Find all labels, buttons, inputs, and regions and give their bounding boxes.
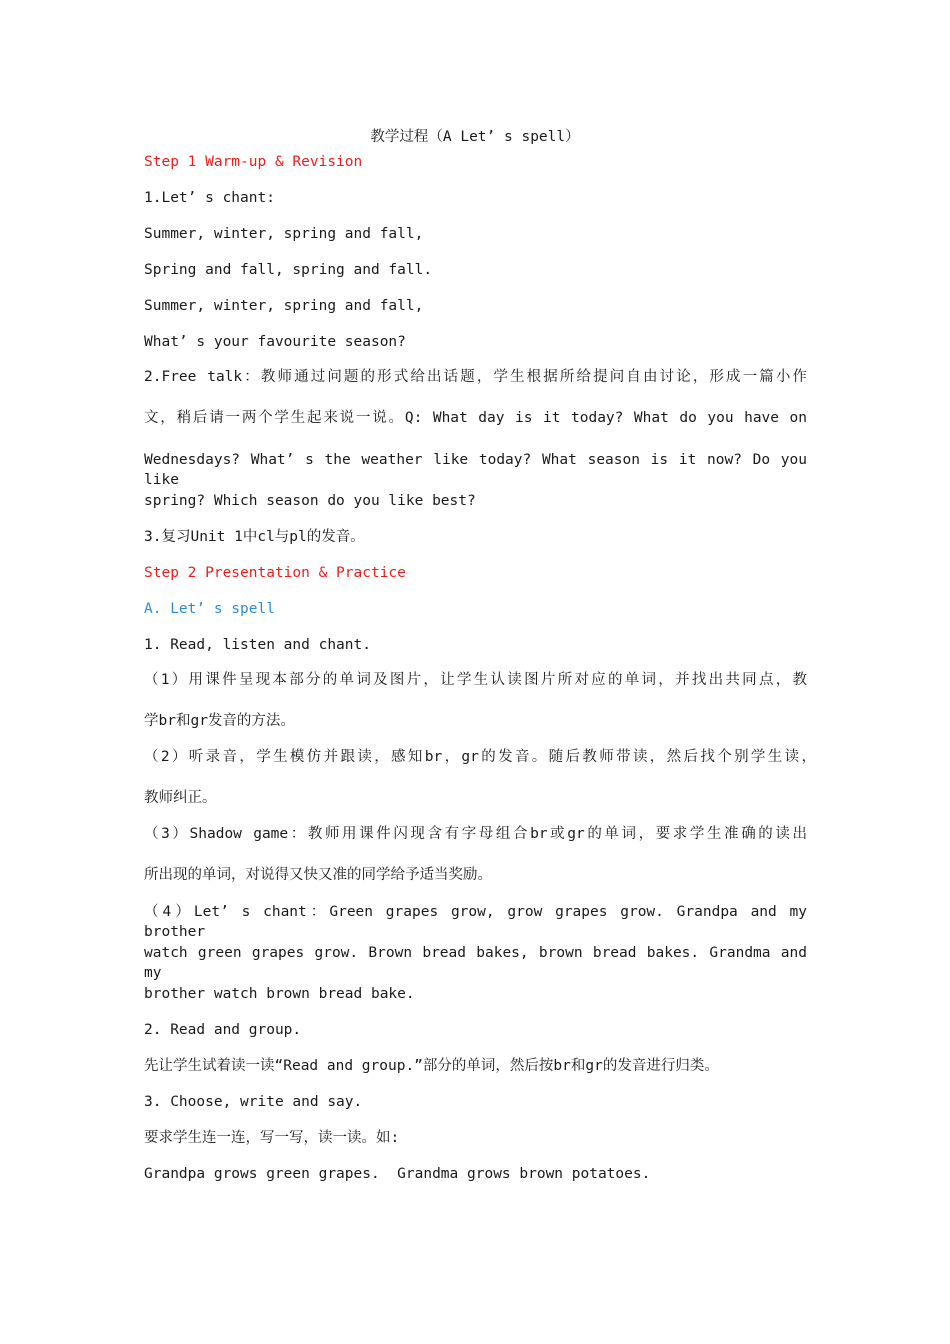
paragraph-line: 学br和gr发音的方法。 <box>144 713 295 729</box>
paragraph-line: （4）Let’ s chant：Green grapes grow, grow grapes grow. Grandpa and my brother <box>144 904 807 940</box>
free-talk-line: 2.Free talk：教师通过问题的形式给出话题，学生根据所给提问自由讨论，形成一篇小作 <box>144 369 807 385</box>
item3-text: 要求学生连一连，写一写，读一读。如: <box>144 1130 400 1146</box>
chant-line: Summer, winter, spring and fall, <box>144 226 424 242</box>
page-title: 教学过程（A Let’ s spell） <box>370 129 580 145</box>
free-talk-line: 文，稍后请一两个学生起来说一说。Q: What day is it today? What do you have on <box>144 410 807 426</box>
free-talk-line: spring? Which season do you like best? <box>144 493 476 509</box>
paragraph-line: 所出现的单词，对说得又快又准的同学给予适当奖励。 <box>144 867 492 883</box>
step1-heading: Step 1 Warm-up & Revision <box>144 154 363 170</box>
review-text: 3.复习Unit 1中cl与pl的发音。 <box>144 529 365 545</box>
section-subheading: A. Let’ s spell <box>144 601 275 617</box>
chant-label: 1.Let’ s chant: <box>144 190 275 206</box>
paragraph-line: （1）用课件呈现本部分的单词及图片，让学生认读图片所对应的单词，并找出共同点，教 <box>144 672 807 688</box>
step2-heading: Step 2 Presentation & Practice <box>144 565 406 581</box>
paragraph-line: （3）Shadow game：教师用课件闪现含有字母组合br或gr的单词，要求学生准确的读出 <box>144 826 807 842</box>
item3-label: 3. Choose, write and say. <box>144 1094 363 1110</box>
item1-label: 1. Read, listen and chant. <box>144 637 371 653</box>
paragraph-line: brother watch brown bread bake. <box>144 986 415 1002</box>
chant-line: What’ s your favourite season? <box>144 334 406 350</box>
paragraph-line: watch green grapes grow. Brown bread bakes, brown bread bakes. Grandma and my <box>144 945 807 981</box>
item2-label: 2. Read and group. <box>144 1022 302 1038</box>
chant-line: Summer, winter, spring and fall, <box>144 298 424 314</box>
chant-line: Spring and fall, spring and fall. <box>144 262 433 278</box>
paragraph-line: 教师纠正。 <box>144 790 217 806</box>
paragraph-line: （2）听录音，学生模仿并跟读，感知br，gr的发音。随后教师带读，然后找个别学生读， <box>144 749 816 765</box>
free-talk-line: Wednesdays? What’ s the weather like today? What season is it now? Do you like <box>144 452 807 488</box>
example-sentence: Grandpa grows green grapes. Grandma grows brown potatoes. <box>144 1166 651 1182</box>
item2-text: 先让学生试着读一读“Read and group.”部分的单词，然后按br和gr的发音进行归类。 <box>144 1058 719 1074</box>
